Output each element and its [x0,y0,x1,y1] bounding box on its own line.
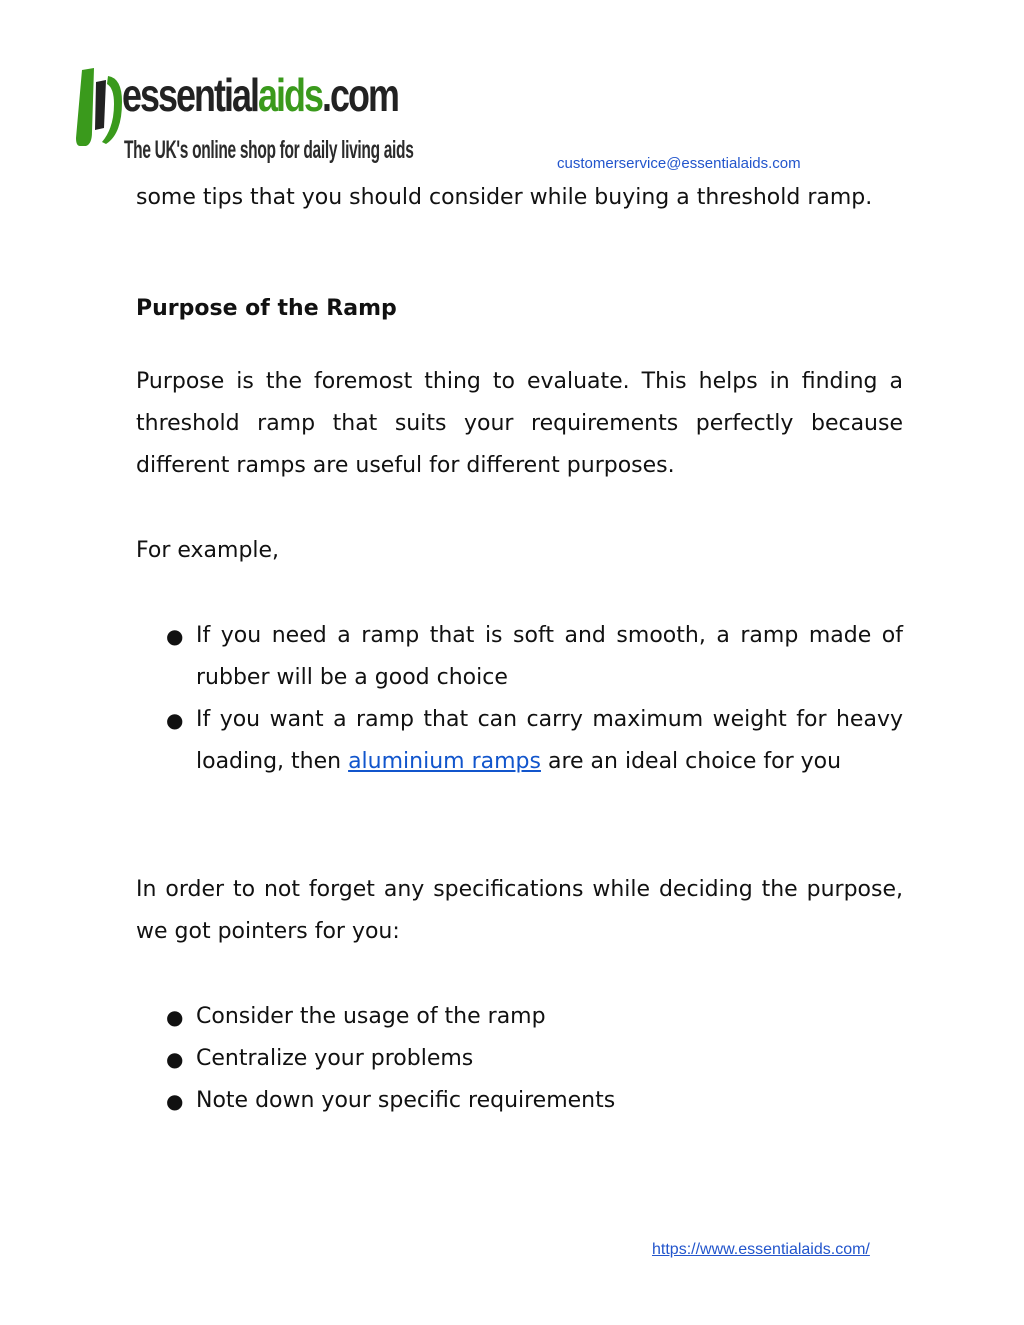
list-item-text: Centralize your problems [196,1046,474,1071]
list-item-text: Note down your specific requirements [196,1088,616,1113]
logo-word-essential: essential [122,69,259,121]
list-item [136,1038,903,1080]
example-lead: For example, [136,538,280,563]
list-item [136,699,903,783]
bullet-icon: ● [166,708,184,732]
logo-word-com: .com [322,69,398,121]
pointers-intro-paragraph: In order to not forget any specifications while deciding the purpose, we got pointers for you: [136,877,903,944]
pointers-list [136,996,903,1122]
ead-monogram-icon [76,62,124,152]
examples-list [136,615,903,783]
footer-website-link[interactable]: https://www.essentialaids.com/ [652,1241,870,1258]
section-heading: Purpose of the Ramp [136,296,397,321]
list-item [136,615,903,699]
list-item-text-before: If you want a ramp that can carry maximum weight for heavy loading, then [196,707,903,774]
list-item-text-after: are an ideal choice for you [540,749,842,774]
essentialaids-logo[interactable] [76,58,414,170]
purpose-paragraph: Purpose is the foremost thing to evaluate. This helps in finding a threshold ramp that suits your requirements perfectly because different ramps are useful for different purposes. [136,369,903,478]
bullet-icon: ● [166,624,184,648]
logo-word-aids: aids [258,69,323,121]
aluminium-ramps-link[interactable]: aluminium ramps [348,749,541,774]
list-item [136,1080,903,1122]
customer-service-email-link[interactable]: customerservice@essentialaids.com [557,155,801,172]
bullet-icon: ● [166,1047,184,1071]
logo-tagline: The UK's online shop for daily living aids [124,136,414,164]
list-item-text: Consider the usage of the ramp [196,1004,546,1029]
list-item [136,996,903,1038]
bullet-icon: ● [166,1089,184,1113]
list-item-text: If you need a ramp that is soft and smooth, a ramp made of rubber will be a good choice [196,623,903,690]
bullet-icon: ● [166,1005,184,1029]
intro-paragraph: some tips that you should consider while buying a threshold ramp. [136,185,873,210]
logo-wordmark [122,69,398,121]
